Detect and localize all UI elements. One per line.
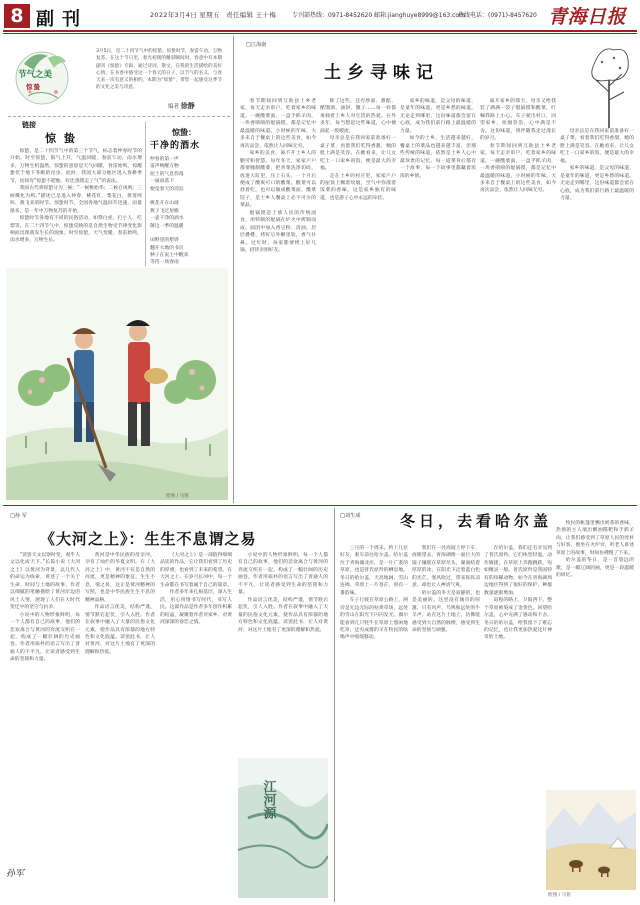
page-header <box>0 0 640 30</box>
essay-column-4 <box>556 520 634 788</box>
review-column-4 <box>238 552 328 752</box>
jingzhe-title: 惊 蛰 <box>45 132 77 145</box>
feature-paragraph: 家乡的美食，离不开土乡人的勤劳和智慧。每年冬天，家家户户都要腌制酸菜，把青菜洗净切碎，放进大缸里，压上石头，一个月后便成了酸爽可口的酸菜。酸菜可以炒着吃，也可以做成酸菜面、酸菜饺子，是土乡人餐桌上必不可少的菜品。 <box>240 151 316 209</box>
svg-text:江河源: 江河源 <box>260 780 276 819</box>
feature-column-5 <box>560 128 634 498</box>
poem-line: 便是春天的消息 <box>150 186 184 192</box>
feature-title: 土乡寻味记 <box>324 63 439 83</box>
review-byline: □孙 军 <box>10 513 27 519</box>
farmer-illustration <box>6 268 228 500</box>
feature-column-1 <box>240 98 316 498</box>
review-column-1 <box>10 552 80 852</box>
poem-line: 敬这一季的温暖 <box>150 223 184 229</box>
essay-paragraph: 返程的路上，夕阳西下，整个草原被染成了金黄色。回望哈尔盖，心中充满了感动和不舍。冬日的哈尔盖，给我留下了难忘的记忆，也让我更加热爱这片神奇的土地。 <box>484 598 552 641</box>
hotline: 专刊部热线：0971-8452620 <box>292 12 373 19</box>
feature-paragraph: 如今的土乡，生活越来越好，餐桌上的菜品也越来越丰富，但那些传统的味道，依然是土乡人心中最珍贵的记忆。每一道菜背后都有一个故事，每一个故事里都藏着浓浓的乡情。 <box>400 136 476 179</box>
poem-line: 田野里的犁铧 <box>150 238 179 244</box>
feature-paragraph: 离开家乡的那天，母亲又给我装了满满一袋子焜锅馍和酸菜，叮嘱我路上小心。车子驶出村口，回望家乡，炊烟袅袅，心中满是不舍。这份味道，将伴随我走过漫长的岁月。 <box>480 99 556 142</box>
section-name: 副刊 <box>36 9 88 30</box>
review-paragraph: 小说中的人物形象鲜明，每一个人都有自己的故事，他们的悲欢离合与黄河的奔流交织在一起，构成了一幅壮阔的历史画卷。作者用质朴的语言写出了普通人的不平凡，让读者感受到生命的坚韧和力量。 <box>10 612 80 663</box>
grassland-illustration <box>546 790 636 890</box>
bottom-column-divider <box>334 508 335 902</box>
river-illustration <box>238 758 328 898</box>
news-hotline: 热线电话：(0971)-8457620 <box>458 12 537 19</box>
review-paragraph: 作者多年来扎根基层，深入生活，用心用情书写时代，书写人民。这部作品是作者多年创作积累的结晶，凝聚着作者对家乡、对黄河深深的眷恋之情。 <box>160 590 232 626</box>
jieqi-logo <box>14 44 70 110</box>
review-column-3 <box>160 552 232 897</box>
poem-line: 一壶干净的酒水 <box>150 216 184 222</box>
illustration-grassland <box>546 790 636 902</box>
feature-paragraph: 母亲总是在我回家前准备好一桌子菜，看着我们吃得香甜，她的脸上满是笑容。在她看来，让儿女吃上一口家乡的饭，便是最大的幸福。 <box>560 129 634 164</box>
essay-illustration-caption: 绘图 / 马铭 <box>548 893 571 898</box>
review-paragraph: 小说中的人物形象鲜明，每一个人都有自己的故事，他们的悲欢离合与黄河的奔流交织在一起，构成了一幅壮阔的历史画卷。作者用质朴的语言写出了普通人的不平凡，让读者感受到生命的坚韧和力量。 <box>238 553 328 596</box>
essay-paragraph: 在哈尔盖，我们还有幸见到了普氏原羚。它们体型轻盈，动作敏捷，在草原上奔跑跳跃，宛如精灵一般。普氏原羚是我国特有的珍稀动物，如今在青海湖周边地区得到了很好的保护，种群数量逐渐增加。 <box>484 546 552 596</box>
poem-subtitle: 干净的酒水 <box>150 141 201 151</box>
poem-line: 桃花开在山坡 <box>150 201 179 207</box>
review-paragraph: 作品语言优美，结构严谨，情节跌宕起伏，引人入胜。作者在叙事中融入了大量的民俗文化元素，使作品具有浓郁的地方特色和文化底蕴。读罢此书，让人对黄河、对这片土地有了更深的理解和热爱。 <box>85 605 155 655</box>
email[interactable]: 邮箱:jianghuye8999@163.com <box>374 12 465 19</box>
illustration-farmers <box>6 268 228 500</box>
jieqi-logo-name: 惊蛰 <box>26 83 41 91</box>
poem-line: 等待一场春雨 <box>150 260 179 266</box>
poem-line: 燕子飞过屋檐 <box>150 208 179 214</box>
book-cover-art <box>238 758 328 898</box>
essay-paragraph: 车子行驶在草原公路上，两旁是无边无际的枯黄草场，远处的雪山在阳光下闪闪发光。偶尔能看到几只牦牛在草原上悠闲地吃草，还有成群的羊在牧民的吆喝声中缓缓移动。 <box>340 598 408 641</box>
essay-paragraph: 我们在一处高坡上停下车，放眼望去，青海湖像一面巨大的镜子镶嵌在草原尽头，湖面结着厚厚的冰，在阳光下泛着蓝白色的光芒。寒风吹过，带来阵阵凉意，却也让人神清气爽。 <box>412 546 480 589</box>
feature-paragraph: 除了这些，还有炒面、甜醅、酩馏酒、油饼、馓子……每一样都承载着土乡人对生活的热爱。在外多年，每当想起这些味道，心中便涌起一股暖流。 <box>320 99 396 134</box>
essay-column-3 <box>484 545 552 900</box>
header-rule-thin <box>3 33 637 34</box>
intro-author-name: 徐静 <box>180 101 195 110</box>
column-divider <box>145 122 146 266</box>
essay-column-2 <box>412 545 480 900</box>
jingzhe-paragraph: 惊蛰时节各地有不同的民俗活动，如祭白虎、打小人、吃梨等。在二十四节气中，惊蛰反映的是自然生物受节律变化影响而出现萌发生长的现象。时至惊蛰，天气变暖，春雷始鸣，雨水增多，万物生长。 <box>10 216 142 244</box>
poem-line: 翻开大地的书页 <box>150 245 184 251</box>
feature-paragraph: 春节期间回到互助县土乡老家，每天走亲串户，吃着家乡的味道。一碗酸菜面，一盘手抓羊肉，一块香喷喷的焜锅馍，都是记忆中最温暖的味道。小时候的年味，大多来自于餐桌上的这些美食，如今再次品尝，依然让人回味无穷。 <box>240 99 316 149</box>
essay-byline: □刘生成 <box>340 513 361 519</box>
poem-stanza-gap <box>150 230 228 237</box>
essay-paragraph: 三月的一个周末，约上几位好友，驱车前往哈尔盖。哈尔盖位于青海湖北岸，是一片广袤的草原，也是普氏原羚的栖息地。冬日的哈尔盖，天高地阔，雪山连绵，草原上一片苍茫，别有一番韵味。 <box>340 546 408 596</box>
intro-author-label: 编者 <box>168 104 180 110</box>
feature-paragraph: 春节期间回到互助县土乡老家，每天走亲串户，吃着家乡的味道。一碗酸菜面，一盘手抓羊肉，一块香喷喷的焜锅馍，都是记忆中最温暖的味道。小时候的年味，大多来自于餐桌上的这些美食，如今再次品尝，依然让人回味无穷。 <box>480 143 556 194</box>
tree-illustration <box>584 40 634 128</box>
review-paragraph: 作品语言优美，结构严谨，情节跌宕起伏，引人入胜。作者在叙事中融入了大量的民俗文化元素，使作品具有浓郁的地方特色和文化底蕴。读罢此书，让人对黄河、对这片土地有了更深的理解和热爱。 <box>238 597 328 633</box>
feature-paragraph: 家乡的味道，是父母的味道，是童年的味道，更是乡愁的味道。无论走到哪里，这份味道都会留在心底，成为我们前行路上最温暖的力量。 <box>400 99 476 134</box>
feature-paragraph: 母亲总是在我回家前准备好一桌子菜，看着我们吃得香甜，她的脸上满是笑容。在她看来，让儿女吃上一口家乡的饭，便是最大的幸福。 <box>320 136 396 172</box>
feature-paragraph: 家乡的味道，是父母的味道，是童年的味道，更是乡愁的味道。无论走到哪里，这份味道都会留在心底，成为我们前行路上最温暖的力量。 <box>560 166 634 202</box>
intro-author <box>168 101 195 111</box>
essay-paragraph: 哈尔盖的冬天是寂静的，也是美丽的。这里没有城市的喧嚣，只有风声、鸟鸣和远处的牛羊声。站在这片土地上，仿佛能感受到大自然的脉搏，感受到生命的坚韧与顽强。 <box>412 590 480 633</box>
review-column-2 <box>85 552 155 897</box>
essay-paragraph: 哈尔盖的冬日，是一首悠远的歌，是一幅辽阔的画，更是一段温暖的回忆。 <box>556 558 634 579</box>
newspaper-logo: 青海日报 <box>548 6 627 28</box>
poem-line: 种子在泥土中醒来 <box>150 252 189 258</box>
header-rule <box>3 30 637 32</box>
essay-paragraph: 牧民的帐篷里飘出奶茶的香味，热情的主人端出酥油糌粑和手抓羊肉，让我们感受到了草原人民的淳朴与好客。围坐在火炉旁，听老人讲述草原上的故事，时间仿佛慢了下来。 <box>556 521 634 556</box>
review-paragraph: 《大河之上》是一部值得细细品读的作品，它让我们看到了历史的厚重，也看到了未来的希望。在大河之上，在岁月长河中，每一个生命都在书写着属于自己的篇章。 <box>160 553 232 588</box>
review-paragraph: “读罢天文以察时变，观乎人文以化成天下。”长篇小说《大河之上》以黄河为背景，以几代人的命运为线索，讲述了一个关于生命、时间与土地的故事。作者以细腻的笔触描绘了黄河岸边的风土人情，展现了人们在大时代变迁中的坚守与抗争。 <box>10 553 80 611</box>
illustration-caption: 绘图 / 马铭 <box>166 494 189 499</box>
poem-line: 泥土的气息弥漫 <box>150 171 184 177</box>
essay-title: 冬日，去看哈尔盖 <box>400 512 553 530</box>
jieqi-logo-top: 节气之美 <box>18 70 53 80</box>
section-divider <box>3 505 637 506</box>
jieqi-intro-box <box>8 40 230 116</box>
poem-line: 仲春的第一声 <box>150 157 179 162</box>
feature-column-3 <box>400 98 476 498</box>
jingzhe-paragraph: 我国古代将惊蛰分为三候：“一候桃始华；二候仓庚鸣；三候鹰化为鸠。”描述已是进入仲春，桃花红、梨花白，黄莺鸣叫、燕飞来的时节。惊蛰时节，全国各地气温回升迅速，雨量渐多，是一年中万物复苏的开始。 <box>10 186 142 214</box>
link-label: 链接 <box>22 121 36 129</box>
feature-byline: □江海南 <box>246 42 267 48</box>
poem-line: 一滴雨落下 <box>150 179 174 185</box>
review-title: 《大河之上》：生生不息谓之易 <box>40 530 257 548</box>
review-signature: 孙军 <box>6 869 25 879</box>
poem-title: 惊蛰： <box>172 127 196 137</box>
main-column-divider <box>233 36 234 503</box>
feature-column-4 <box>480 98 556 498</box>
divider <box>8 116 230 117</box>
jingzhe-body <box>10 148 142 266</box>
review-paragraph: 黄河是中华民族的母亲河，孕育了灿烂的华夏文明。在《大河之上》中，黄河不仅是自然的河流，更是精神的象征。生生不息，谓之易，这正是黄河精神的写照，也是中华民族生生不息的精神品格。 <box>85 553 155 603</box>
feature-paragraph: 焜锅馍是土族人民的传统面食，用特制的焜锅在炉火中烤制而成。面团中加入香豆粉、清油，层层叠叠，烤好后外酥里软，香气扑鼻。过年时，每家都要烤上好几锅，招待亲朋好友。 <box>240 210 316 254</box>
issue-date-text: 2022年3月4日 星期五 <box>150 11 220 19</box>
jieqi-intro-text: 3月5日，是二十四节气中的惊蛰。惊蛰时节，春雷乍动，万物复苏。在这个节日里，春光初现的精彩瞬间时，春意中有本期副刊《惊蛰》专辑，通过诗词、散文、在我的生活描绘的美好心情，在书香中感受这一个春天的日子，以节气的名义，与春天来一次有意义的相约。本期为“惊蛰”，带您一起感受这季节的文化之美与诗意。 <box>96 49 222 91</box>
feature-decoration <box>584 40 634 128</box>
jingzhe-paragraph: 惊蛰，是二十四节气中的第三个节气，标志着仲春时节的开始。时至惊蛰，阳气上升，气温回暖，春雷乍动，雨水增多，万物生机盎然。惊蛰的意思是天气回暖，春雷始鸣，惊醒蛰伏于地下冬眠的昆虫。此时，我国大部分地区进入春耕季节，民间有“惊蛰不耙地，好比蒸馍走了气”的说法。 <box>10 149 142 184</box>
feature-column-2 <box>320 98 396 498</box>
issue-date <box>150 10 276 19</box>
poem-stanza-gap <box>150 193 228 200</box>
feature-paragraph: 走在土乡的村庄里，家家户户的屋顶上飘着炊烟，空气中弥漫着饭菜的香味。这是家乡独有的味道，也是游子心中永远的牵挂。 <box>320 173 396 201</box>
essay-column-1 <box>340 545 408 900</box>
page-number: 8 <box>4 4 30 28</box>
editor-text: 责任编辑 王十梅 <box>226 11 277 19</box>
poem-line: 雷声唤醒万物 <box>150 164 179 170</box>
